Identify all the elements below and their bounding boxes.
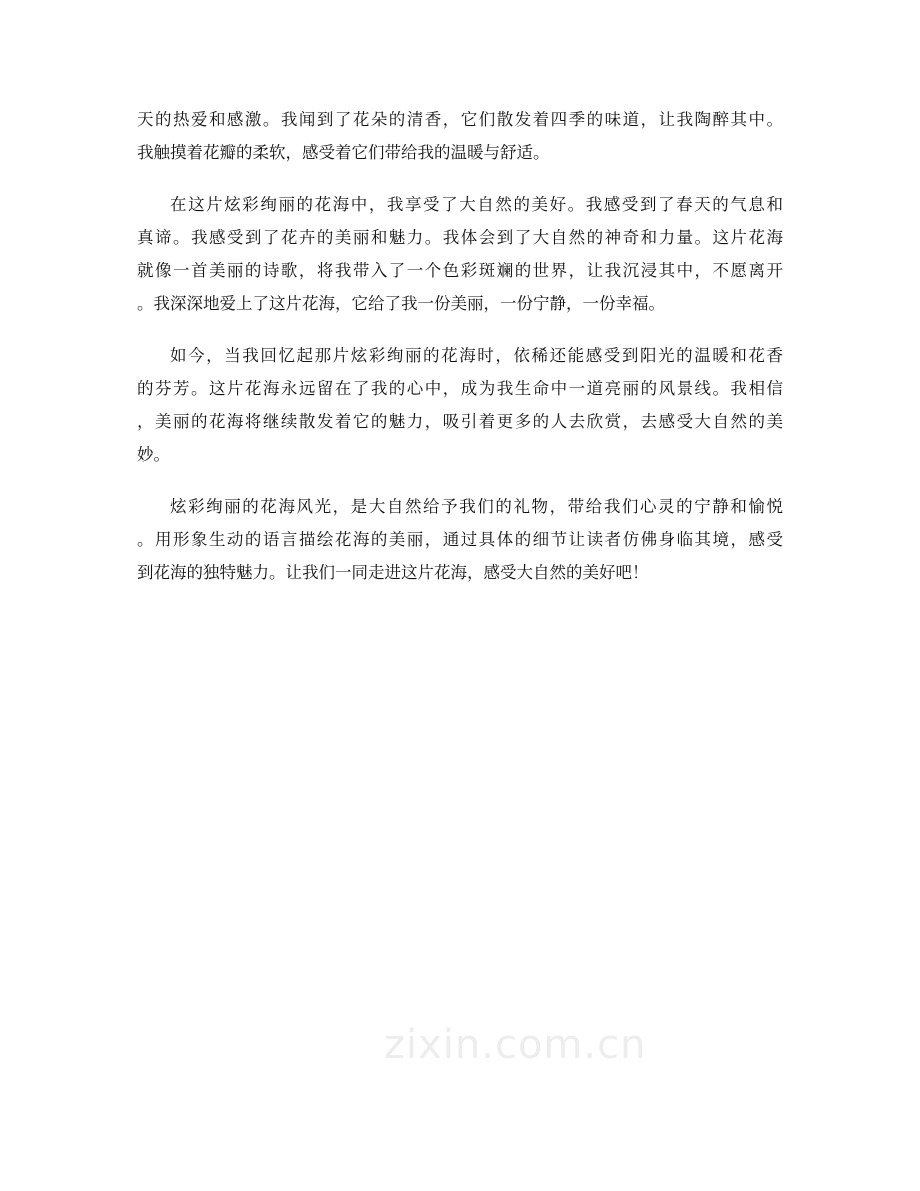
text-line: 。我深深地爱上了这片花海，它给了我一份美丽，一份宁静，一份幸福。	[137, 294, 665, 313]
text-line: 到花海的独特魅力。让我们一同走进这片花海，感受大自然的美好吧！	[137, 563, 649, 582]
text-line: 我触摸着花瓣的柔软，感受着它们带给我的温暖与舒适。	[137, 143, 550, 162]
text-line: 如今，当我回忆起那片炫彩绚丽的花海时，依稀还能感受到阳光的温暖和花香	[170, 346, 783, 365]
paragraph-4	[137, 490, 783, 589]
text-line: 在这片炫彩绚丽的花海中，我享受了大自然的美好。我感受到了春天的气息和	[170, 195, 783, 214]
document-body	[137, 103, 783, 608]
paragraph-3	[137, 339, 783, 471]
paragraph-1	[137, 103, 783, 169]
text-line: 真谛。我感受到了花卉的美丽和魅力。我体会到了大自然的神奇和力量。这片花海	[137, 228, 783, 247]
text-line: ，美丽的花海将继续散发着它的魅力，吸引着更多的人去欣赏，去感受大自然的美	[137, 412, 783, 431]
paragraph-2	[137, 188, 783, 320]
text-line: 天的热爱和感激。我闻到了花朵的清香，它们散发着四季的味道，让我陶醉其中。	[137, 110, 783, 129]
text-line: 炫彩绚丽的花海风光，是大自然给予我们的礼物，带给我们心灵的宁静和愉悦	[170, 497, 783, 516]
text-line: 妙。	[137, 445, 170, 464]
watermark: zixin.com.cn	[384, 1022, 647, 1068]
text-line: 。用形象生动的语言描绘花海的美丽，通过具体的细节让读者仿佛身临其境，感受	[137, 530, 783, 549]
text-line: 的芬芳。这片花海永远留在了我的心中，成为我生命中一道亮丽的风景线。我相信	[137, 379, 783, 398]
text-line: 就像一首美丽的诗歌，将我带入了一个色彩斑斓的世界，让我沉浸其中，不愿离开	[137, 261, 783, 280]
